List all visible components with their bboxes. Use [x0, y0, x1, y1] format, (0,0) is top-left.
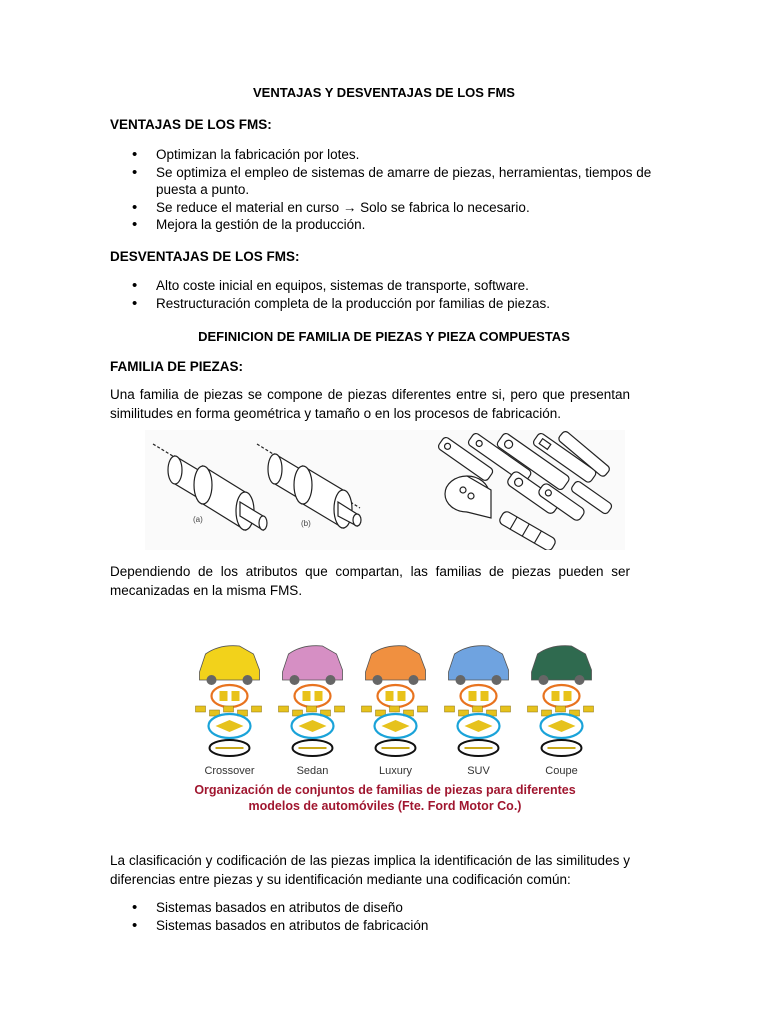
- car-column: [445, 646, 511, 777]
- part-icon: [279, 706, 289, 712]
- wheel-icon: [492, 675, 502, 685]
- list-item: • Se reduce el material en curso → Solo se fabrica lo necesario.: [110, 199, 670, 217]
- orange-ring-icon: [212, 685, 248, 707]
- part-icon: [196, 706, 206, 712]
- part-icon: [564, 691, 572, 701]
- floor-part-icon: [299, 720, 327, 732]
- part-icon: [252, 706, 262, 712]
- clasificacion-paragraph: La clasificación y codificación de las piezas implica la identificación de las similitudes y diferencias entre piezas y su identificación mediante una codificación común:: [110, 853, 630, 887]
- car-body-icon: [449, 646, 509, 680]
- car-column: [362, 646, 428, 777]
- car-model-label: Crossover: [204, 765, 255, 777]
- wheel-icon: [409, 675, 419, 685]
- ventajas-heading: VENTAJAS DE LOS FMS:: [110, 117, 272, 132]
- orange-ring-icon: [378, 685, 414, 707]
- list-item: • Alto coste inicial en equipos, sistemas de transporte, software.: [110, 277, 670, 295]
- part-icon: [224, 706, 234, 712]
- definicion-title: DEFINICION DE FAMILIA DE PIEZAS Y PIEZA COMPUESTAS: [198, 329, 570, 344]
- part-icon: [303, 691, 311, 701]
- familia-paragraph: Una familia de piezas se compone de piezas diferentes entre si, pero que presentan similitudes en forma geométrica y tamaño o en los procesos de fabricación.: [110, 387, 630, 421]
- list-item: • Sistemas basados en atributos de fabricación: [110, 917, 670, 935]
- part-icon: [315, 691, 323, 701]
- part-icon: [528, 706, 538, 712]
- list-item: • Se optimiza el empleo de sistemas de amarre de piezas, herramientas, tiempos de puesta a punto.: [110, 164, 670, 199]
- part-icon: [398, 691, 406, 701]
- car-families-figure: [178, 640, 598, 780]
- familia-heading: FAMILIA DE PIEZAS:: [110, 359, 244, 374]
- orange-ring-icon: [461, 685, 497, 707]
- sistemas-list: [110, 899, 670, 934]
- part-icon: [469, 691, 477, 701]
- part-a-label: (a): [193, 515, 203, 524]
- main-title: VENTAJAS Y DESVENTAJAS DE LOS FMS: [253, 85, 515, 100]
- part-icon: [220, 691, 228, 701]
- car-column: [279, 646, 345, 777]
- ventajas-list: [110, 146, 670, 234]
- wheel-icon: [326, 675, 336, 685]
- floor-part-icon: [216, 720, 244, 732]
- list-item: • Optimizan la fabricación por lotes.: [110, 146, 670, 164]
- car-column: [196, 646, 262, 777]
- list-item: • Restructuración completa de la producción por familias de piezas.: [110, 295, 670, 313]
- wheel-icon: [373, 675, 383, 685]
- wheel-icon: [456, 675, 466, 685]
- wheel-icon: [290, 675, 300, 685]
- desventajas-heading: DESVENTAJAS DE LOS FMS:: [110, 249, 300, 264]
- list-item: • Sistemas basados en atributos de diseño: [110, 899, 670, 917]
- part-family-figure: [145, 430, 625, 550]
- part-icon: [386, 691, 394, 701]
- part-icon: [390, 706, 400, 712]
- caption-line-2: modelos de automóviles (Fte. Ford Motor Co.): [248, 799, 522, 813]
- part-icon: [481, 691, 489, 701]
- part-icon: [445, 706, 455, 712]
- part-icon: [232, 691, 240, 701]
- part-icon: [418, 706, 428, 712]
- orange-ring-icon: [544, 685, 580, 707]
- car-body-icon: [366, 646, 426, 680]
- car-body-icon: [200, 646, 260, 680]
- car-model-label: SUV: [467, 765, 490, 777]
- wheel-icon: [207, 675, 217, 685]
- car-body-icon: [532, 646, 592, 680]
- part-icon: [335, 706, 345, 712]
- figure-caption: [150, 782, 620, 814]
- desventajas-list: [110, 277, 670, 312]
- floor-part-icon: [382, 720, 410, 732]
- car-model-label: Sedan: [296, 765, 329, 777]
- list-item: • Mejora la gestión de la producción.: [110, 216, 670, 234]
- atributos-paragraph: Dependiendo de los atributos que compartan, las familias de piezas pueden ser mecanizadas en la misma FMS.: [110, 564, 630, 598]
- car-model-label: Luxury: [378, 765, 413, 777]
- caption-line-1: Organización de conjuntos de familias de piezas para diferentes: [194, 783, 576, 797]
- car-column: [528, 646, 594, 777]
- part-icon: [473, 706, 483, 712]
- floor-part-icon: [465, 720, 493, 732]
- wheel-icon: [243, 675, 253, 685]
- wheel-icon: [575, 675, 585, 685]
- car-body-icon: [283, 646, 343, 680]
- part-icon: [501, 706, 511, 712]
- part-b-label: (b): [301, 519, 311, 528]
- part-icon: [556, 706, 566, 712]
- wheel-icon: [539, 675, 549, 685]
- orange-ring-icon: [295, 685, 331, 707]
- part-icon: [362, 706, 372, 712]
- part-icon: [552, 691, 560, 701]
- floor-part-icon: [548, 720, 576, 732]
- part-icon: [584, 706, 594, 712]
- part-icon: [307, 706, 317, 712]
- car-model-label: Coupe: [545, 765, 578, 777]
